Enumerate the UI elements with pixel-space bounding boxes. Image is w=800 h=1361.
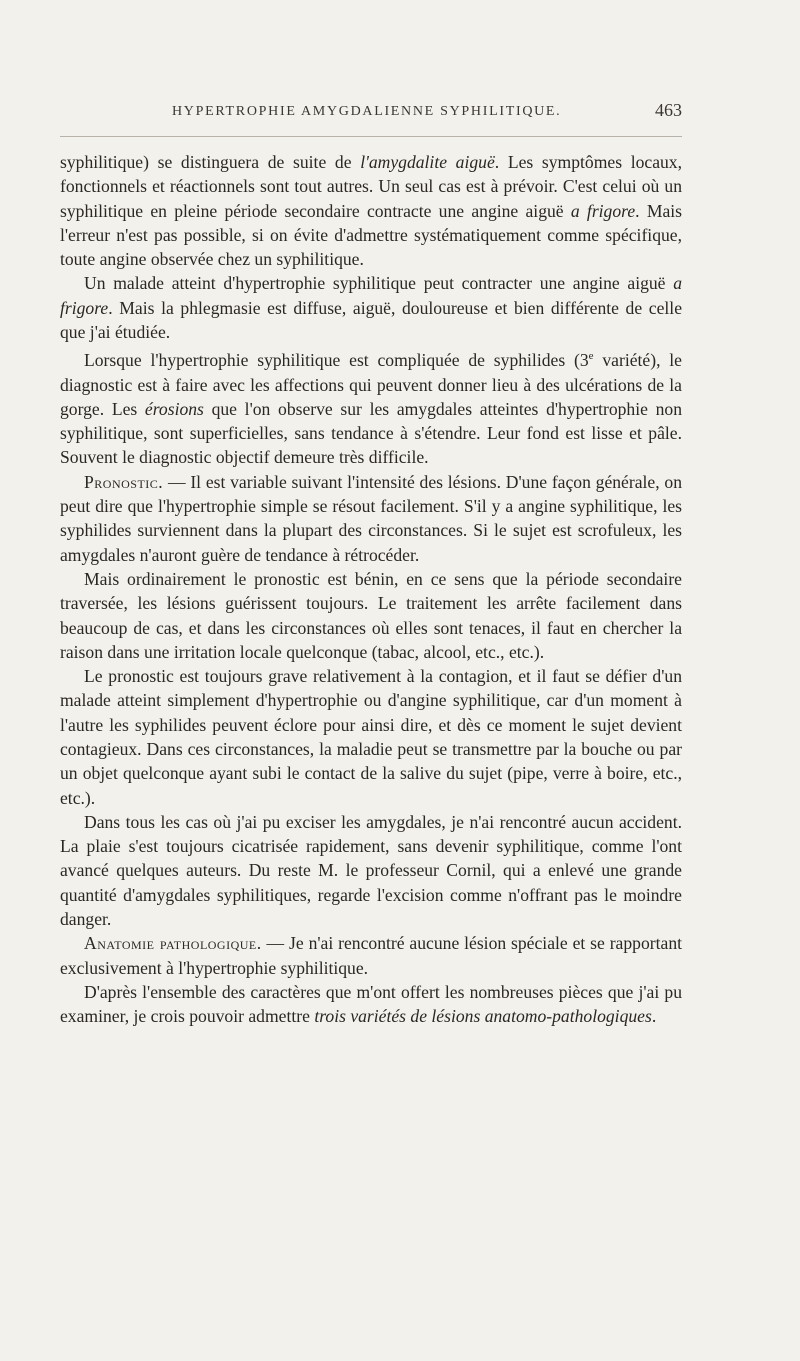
italic-run: trois variétés de lésions anatomo-pathologiques	[314, 1006, 652, 1027]
text-run: syphilitique) se distinguera de suite de	[60, 152, 361, 172]
text-run: Lorsque l'hypertrophie syphilitique est compliquée de syphilides (3	[84, 350, 589, 371]
text-run: D'après l'ensemble des caractères que m'ont offert les nombreuses pièces que j'ai pu examiner, je crois pouvoir admettre	[60, 981, 682, 1027]
paragraph-p9	[60, 980, 682, 1029]
section-heading-run: Pronostic.	[84, 471, 164, 492]
italic-run: a frigore	[60, 273, 682, 318]
running-head: HYPERTROPHIE AMYGDALIENNE SYPHILITIQUE.	[172, 104, 562, 119]
italic-run: l'amygdalite aiguë	[360, 152, 495, 172]
page-header	[60, 100, 682, 126]
paragraph-p4	[60, 470, 682, 567]
paragraph-p7	[60, 810, 682, 931]
text-run: Mais ordinairement le pronostic est bénin, en ce sens que la période secondaire traversée, les lésions guérissent toujours. Le traitement les arrête facilement dans beaucoup de cas, et dans les circonstances où elles sont tenaces, il faut en chercher la raison dans une irritation locale quelconque (tabac, alcool, etc., etc.).	[60, 568, 682, 662]
text-run: variété), le diagnostic est à faire avec les affections qui peuvent donner lieu à des ulcérations de la gorge. Les	[60, 350, 682, 419]
paragraph-p5	[60, 567, 682, 664]
text-run: — Je n'ai rencontré aucune lésion spéciale et se rapportant exclusivement à l'hypertrophie syphilitique.	[60, 933, 683, 978]
header-rule	[60, 136, 682, 137]
body-text	[60, 150, 682, 1029]
page-number: 463	[655, 100, 682, 120]
paragraph-p3	[60, 344, 682, 469]
superscript-run: e	[588, 350, 594, 363]
italic-run: a frigore	[570, 200, 636, 221]
text-run: Un malade atteint d'hypertrophie syphilitique peut contracter une angine aiguë	[84, 273, 674, 294]
text-run: Le pronostic est toujours grave relativement à la contagion, et il faut se défier d'un malade atteint simplement d'hypertrophie ou d'angine syphilitique, car d'un moment à l'autre les syphilides peuvent éclore pour ainsi dire, et dès ce moment le sujet devient contagieux. Dans ces circonstances, la maladie peut se transmettre par la bouche ou par un objet quelconque ayant subi le contact de la salive du sujet (pipe, verre à boire, etc., etc.).	[60, 666, 682, 808]
text-run: .	[651, 1006, 657, 1027]
text-run: Dans tous les cas où j'ai pu exciser les amygdales, je n'ai rencontré aucun accident. La plaie s'est toujours cicatrisée rapidement, sans devenir syphilitique, comme l'ont avancé quelques auteurs. Du reste M. le professeur Cornil, qui a enlevé une grande quantité d'amygdales syphilitiques, regarde l'excision comme n'offrant pas le moindre danger.	[60, 811, 682, 930]
text-run: que l'on observe sur les amygdales atteintes d'hypertrophie non syphilitique, sont superficielles, sans tendance à s'étendre. Leur fond est lisse et pâle. Souvent le diagnostic objectif demeure très difficile.	[60, 398, 683, 468]
text-run: . Les symptômes locaux, fonctionnels et réactionnels sont tout autres. Un seul cas est à prévoir. C'est celui où un syphilitique en pleine période secondaire contracte une angine aiguë	[60, 152, 682, 221]
paragraph-p2	[60, 271, 682, 344]
text-run: . Mais la phlegmasie est diffuse, aiguë, douloureuse et bien différente de celle que j'ai étudiée.	[60, 297, 682, 343]
text-run: . Mais l'erreur n'est pas possible, si on évite d'admettre systématiquement comme spécifique, toute angine observée chez un syphilitique.	[60, 200, 683, 270]
paragraph-p1	[60, 150, 682, 271]
text-run: — Il est variable suivant l'intensité des lésions. D'une façon générale, on peut dire que l'hypertrophie simple se résout facilement. S'il y a angine syphilitique, les syphilides surviennent dans la plupart des circonstances. Si le sujet est scrofuleux, les amygdales n'auront guère de tendance à rétrocéder.	[60, 471, 682, 565]
paragraph-p8	[60, 931, 682, 980]
italic-run: érosions	[144, 398, 204, 419]
section-heading-run: Anatomie pathologique.	[84, 933, 262, 954]
paragraph-p6	[60, 664, 682, 810]
